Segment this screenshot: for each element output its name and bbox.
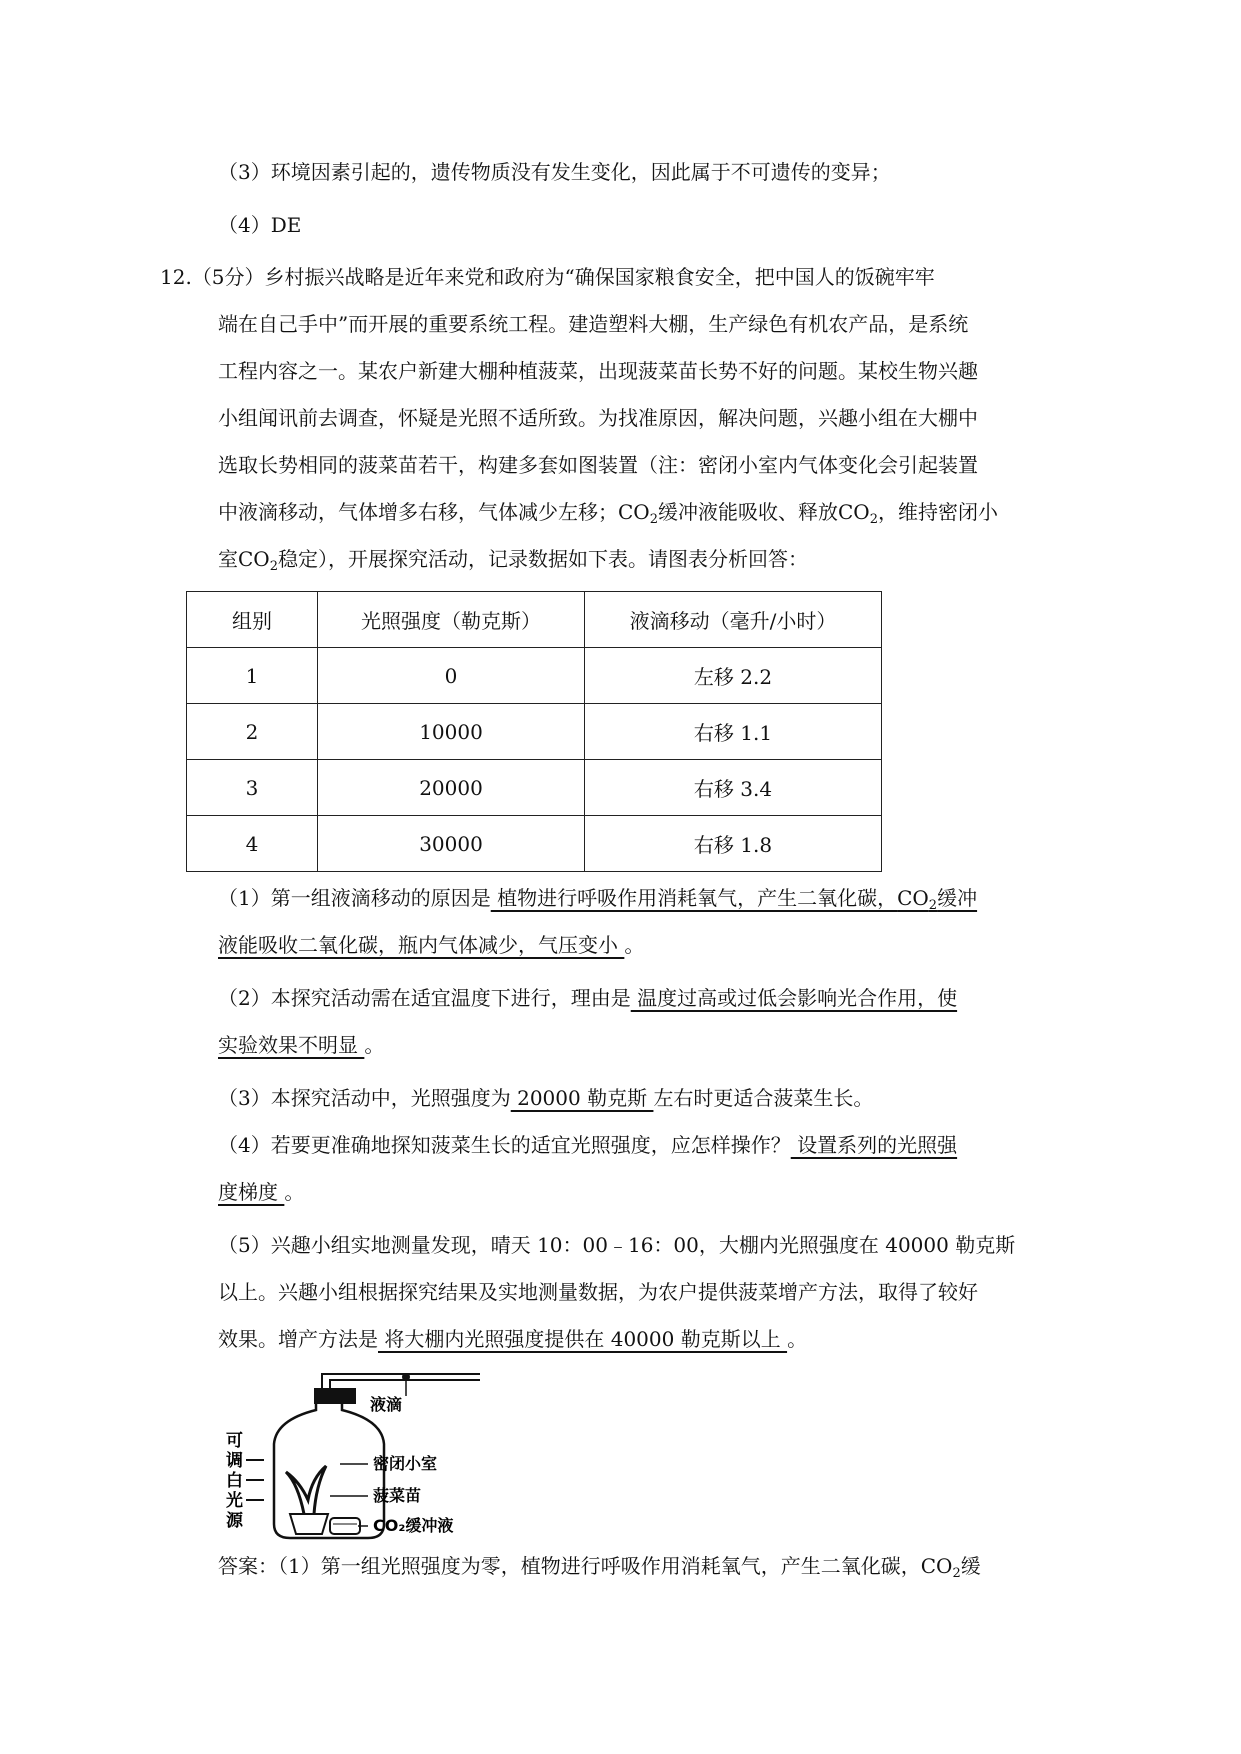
droplet-label: 液滴 [370, 1395, 403, 1414]
answer-2-line-1 [218, 984, 957, 1012]
answer-fill: 将大棚内光照强度提供在 40000 勒克斯以上 [378, 1327, 788, 1351]
answer-2-line-2 [218, 1031, 384, 1059]
text-segment: 室 [218, 547, 238, 571]
answer-1-line-1 [218, 884, 977, 920]
answer-5-line-3 [218, 1325, 807, 1353]
table-cell: 20000 [318, 760, 585, 816]
answer-fill: 液能吸收二氧化碳，瓶内气体减少，气压变小 [218, 933, 625, 957]
question-number: 12. [160, 265, 192, 289]
stopper [314, 1388, 356, 1404]
final-answer-line [218, 1552, 981, 1588]
answer-prompt: （2）本探究活动需在适宜温度下进行，理由是 [218, 986, 631, 1010]
punctuation: 。 [624, 933, 645, 957]
prev-item-3: （3）环境因素引起的，遗传物质没有发生变化，因此属于不可遗传的变异； [218, 160, 891, 184]
table-row [187, 760, 882, 816]
answer-4-line-2 [218, 1178, 304, 1206]
co2-formula: $CO_2$ [618, 500, 658, 527]
answer-4-line-1 [218, 1131, 957, 1159]
answer-fill: 温度过高或过低会影响光合作用，使 [630, 986, 958, 1010]
table-row [187, 816, 882, 872]
final-answer-text: 答案：（1）第一组光照强度为零，植物进行呼吸作用消耗氧气，产生二氧化碳， [218, 1554, 921, 1578]
light-source-label: 调 [226, 1451, 243, 1471]
question-line: 选取长势相同的菠菜苗若干，构建多套如图装置（注：密闭小室内气体变化会引起装置 [218, 453, 978, 477]
table-cell: 1 [187, 648, 318, 704]
table-header-cell: 组别 [187, 592, 318, 648]
answer-fill: 实验效果不明显 [218, 1033, 365, 1057]
punctuation: 。 [284, 1180, 305, 1204]
table-header-row [187, 592, 882, 648]
light-source-label: 白 [226, 1471, 243, 1491]
answer-fill: 20000 勒克斯 [510, 1086, 654, 1110]
prev-item-4: （4）DE [218, 213, 302, 237]
answer-prompt: （3）本探究活动中，光照强度为 [218, 1086, 511, 1110]
text-segment: ，维持密闭小 [877, 500, 998, 524]
data-table [186, 591, 882, 872]
answer-fill: 设置系列的光照强 [790, 1133, 958, 1157]
answer-5-line-2: 以上。兴趣小组根据探究结果及实地测量数据，为农户提供菠菜增产方法，取得了较好 [218, 1280, 978, 1304]
buffer-label: CO₂缓冲液 [373, 1516, 454, 1535]
droplet [402, 1373, 410, 1381]
table-cell: 2 [187, 704, 318, 760]
punctuation: 。 [364, 1033, 385, 1057]
pot [290, 1514, 328, 1534]
co2-formula: $CO_2$ [920, 1554, 961, 1581]
table-row [187, 648, 882, 704]
table-cell: 右移 3.4 [585, 760, 882, 816]
table-cell: 右移 1.8 [585, 816, 882, 872]
answer-prompt: （4）若要更准确地探知菠菜生长的适宜光照强度，应怎样操作？ [218, 1133, 791, 1157]
question-line [218, 545, 808, 581]
seedling-label: 菠菜苗 [373, 1486, 422, 1505]
table-cell: 30000 [318, 816, 585, 872]
answer-3-line [218, 1084, 873, 1112]
answer-prompt: 效果。增产方法是 [218, 1327, 378, 1351]
chamber-label: 密闭小室 [373, 1454, 438, 1473]
table-cell: 右移 1.1 [585, 704, 882, 760]
plant [286, 1466, 326, 1514]
answer-5-line-1: （5）兴趣小组实地测量发现，晴天 10：00﹣16：00，大棚内光照强度在 40000 勒克斯 [218, 1233, 1016, 1257]
answer-fill: 植物进行呼吸作用消耗氧气，产生二氧化碳，$CO_2$缓冲 [490, 886, 978, 913]
table-cell: 0 [318, 648, 585, 704]
text-segment: 稳定），开展探究活动，记录数据如下表。请图表分析回答： [277, 547, 808, 571]
buffer-dish [330, 1518, 360, 1534]
question-points: （5分） [191, 265, 265, 289]
question-line: 端在自己手中”而开展的重要系统工程。建造塑料大棚，生产绿色有机农产品，是系统 [218, 312, 969, 336]
table-cell: 4 [187, 816, 318, 872]
apparatus-diagram [218, 1366, 518, 1546]
question-line [218, 498, 998, 534]
table-cell: 3 [187, 760, 318, 816]
question-text: 乡村振兴战略是近年来党和政府为“确保国家粮食安全，把中国人的饭碗牢牢 [264, 265, 935, 289]
light-source-label: 光 [226, 1491, 243, 1511]
text-segment: 中液滴移动，气体增多右移，气体减少左移； [218, 500, 618, 524]
answer-fill: 度梯度 [218, 1180, 285, 1204]
table-cell: 10000 [318, 704, 585, 760]
co2-formula: $CO_2$ [837, 500, 878, 527]
light-source-label: 源 [226, 1511, 243, 1531]
answer-prompt: （1）第一组液滴移动的原因是 [218, 886, 491, 910]
answer-suffix: 左右时更适合菠菜生长。 [653, 1086, 874, 1110]
text-segment: 缓冲液能吸收、释放 [657, 500, 838, 524]
final-answer-tail: 缓 [960, 1554, 981, 1578]
table-row [187, 704, 882, 760]
question-line: 小组闻讯前去调查，怀疑是光照不适所致。为找准原因，解决问题，兴趣小组在大棚中 [218, 406, 978, 430]
answer-1-line-2 [218, 931, 644, 959]
light-source-label: 可 [226, 1431, 243, 1451]
table-header-cell: 光照强度（勒克斯） [318, 592, 585, 648]
punctuation: 。 [787, 1327, 808, 1351]
question-first-line [160, 263, 935, 291]
table-header-cell: 液滴移动（毫升/小时） [585, 592, 882, 648]
co2-formula: $CO_2$ [238, 547, 278, 574]
table-cell: 左移 2.2 [585, 648, 882, 704]
question-line: 工程内容之一。某农户新建大棚种植菠菜，出现菠菜苗长势不好的问题。某校生物兴趣 [218, 359, 978, 383]
